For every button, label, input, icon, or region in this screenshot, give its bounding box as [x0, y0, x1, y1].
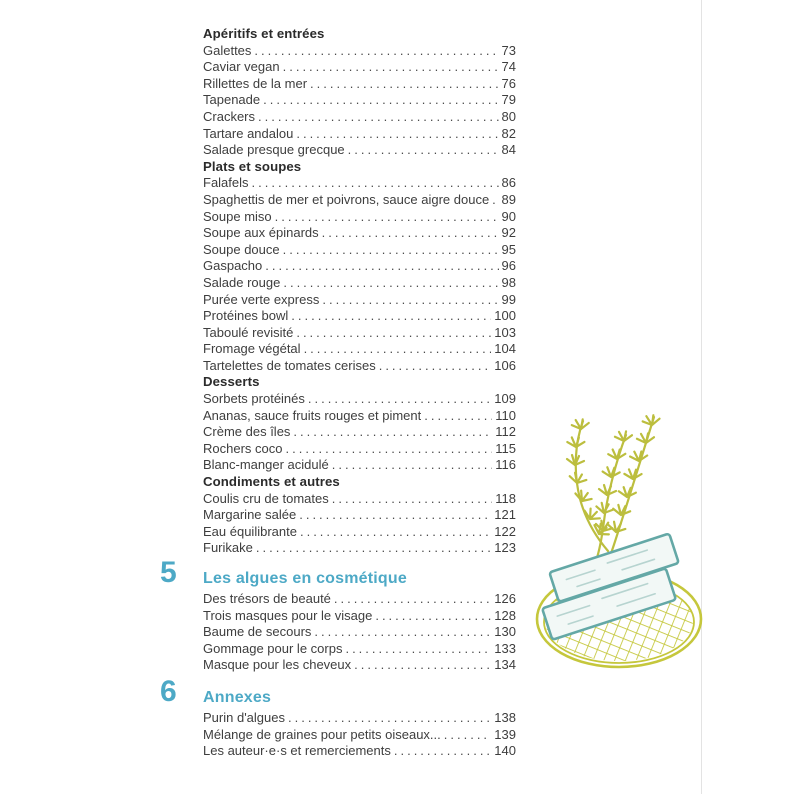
toc-entry-leader [288, 710, 491, 727]
toc-entry-label: Rochers coco [203, 440, 283, 456]
toc-entry-label: Mélange de graines pour petits oiseaux... [203, 726, 441, 742]
toc-entry-page: 95 [501, 241, 516, 257]
toc-entry-page: 128 [494, 607, 516, 623]
toc-entry-page: 99 [501, 291, 516, 307]
toc-entry-page: 76 [501, 75, 516, 91]
toc-entry [203, 209, 516, 226]
toc-entry [203, 76, 516, 93]
chapter-number: 6 [160, 674, 177, 708]
toc-entry [203, 457, 516, 474]
toc-entry-label: Galettes [203, 42, 252, 58]
toc-entry-leader [492, 192, 498, 209]
toc-entry [203, 109, 516, 126]
toc-entry-leader [394, 743, 491, 760]
toc-entry-leader [354, 657, 491, 674]
toc-entry [203, 292, 516, 309]
toc-entry [203, 275, 516, 292]
toc-entry [203, 524, 516, 541]
chapter-number: 5 [160, 556, 177, 589]
toc-entry-label: Crème des îles [203, 424, 291, 440]
toc-entry [203, 441, 516, 458]
toc-entry-label: Caviar vegan [203, 59, 280, 75]
toc-entry-leader [322, 225, 499, 242]
toc-entry-page: 86 [501, 175, 516, 191]
toc-entry-leader [345, 641, 491, 658]
toc-entry-leader [348, 142, 499, 159]
toc-entry-leader [308, 391, 491, 408]
toc-entry-page: 73 [501, 42, 516, 58]
toc-entry-label: Margarine salée [203, 507, 297, 523]
toc-entry-leader [283, 275, 498, 292]
toc-entry [203, 507, 516, 524]
toc-entry-leader [334, 591, 491, 608]
toc-entry-label: Salade presque grecque [203, 142, 345, 158]
toc-entry-leader [322, 292, 498, 309]
toc-entry-label: Blanc-manger acidulé [203, 457, 329, 473]
toc-entry-label: Tartare andalou [203, 125, 294, 141]
toc-entry-page: 80 [501, 108, 516, 124]
toc-entry-leader [332, 457, 493, 474]
toc-entry-page: 84 [501, 142, 516, 158]
toc-entry [203, 308, 516, 325]
toc-entry [203, 242, 516, 259]
toc-entry-page: 133 [494, 640, 516, 656]
toc-entry-label: Trois masques pour le visage [203, 607, 373, 623]
toc-entry-page: 109 [494, 391, 516, 407]
seaweed-illustration [520, 405, 705, 670]
toc-entry-page: 112 [495, 424, 516, 440]
toc-entry-page: 126 [494, 591, 516, 606]
toc-entry [203, 727, 516, 744]
toc-entry [203, 341, 516, 358]
toc-entry-page: 98 [501, 274, 516, 290]
toc-entry [203, 624, 516, 641]
toc-entry-label: Salade rouge [203, 274, 281, 290]
toc-entry-label: Rillettes de la mer [203, 75, 308, 91]
toc-entry-page: 121 [494, 507, 516, 523]
toc-group-heading: Condiments et autres [203, 474, 340, 490]
toc-entry [203, 424, 516, 441]
toc-group-heading: Desserts [203, 374, 260, 390]
toc-entry-page: 118 [495, 490, 516, 506]
toc-entry-leader [293, 424, 492, 441]
toc-entry-label: Taboulé revisité [203, 324, 294, 340]
toc-entry-label: Coulis cru de tomates [203, 490, 329, 506]
toc-entry-label: Ananas, sauce fruits rouges et piment [203, 407, 422, 423]
toc-entry-leader [256, 540, 491, 557]
toc-entry-label: Soupe douce [203, 241, 280, 257]
toc-entry-leader [252, 175, 499, 192]
toc-entry [203, 142, 516, 159]
toc-entry-leader [300, 524, 491, 541]
toc-entry [203, 743, 516, 760]
toc-group-heading: Apéritifs et entrées [203, 26, 325, 41]
toc-entry-page: 134 [494, 657, 516, 673]
toc-entry-leader [379, 358, 492, 375]
toc-entry-label: Furikake [203, 540, 253, 556]
toc-entry-page: 138 [494, 709, 516, 725]
toc-entry [203, 591, 516, 608]
toc-entry-page: 74 [501, 59, 516, 75]
toc-entry-label: Baume de secours [203, 624, 312, 640]
toc-entry-label: Gaspacho [203, 258, 263, 274]
toc-entry-leader [310, 76, 498, 93]
toc-entry-label: Purin d'algues [203, 709, 285, 725]
toc-chapter [160, 674, 516, 760]
toc-entry [203, 192, 516, 209]
toc-entry-leader [285, 441, 492, 458]
toc-entry [203, 92, 516, 109]
toc-entry [203, 657, 516, 674]
toc-entry-page: 89 [501, 191, 516, 207]
toc-entry [203, 391, 516, 408]
toc-entry-page: 82 [501, 125, 516, 141]
toc-entry-label: Masque pour les cheveux [203, 657, 352, 673]
toc-entry-leader [314, 624, 491, 641]
toc-entry [203, 175, 516, 192]
toc-entry [203, 710, 516, 727]
toc-entry-page: 103 [494, 324, 516, 340]
toc-entry-page: 139 [494, 726, 516, 742]
toc-entry-page: 140 [494, 743, 516, 759]
toc-entry-label: Purée verte express [203, 291, 320, 307]
toc-entry-label: Gommage pour le corps [203, 640, 343, 656]
toc-chapter-title: Annexes [203, 688, 272, 706]
toc-entry-page: 100 [494, 308, 516, 324]
toc-entry [203, 540, 516, 557]
toc-entry-label: Des trésors de beauté [203, 591, 331, 606]
table-of-contents [160, 26, 516, 760]
toc-entry-leader [254, 43, 498, 60]
toc-entry-page: 115 [495, 440, 516, 456]
toc-entry-label: Falafels [203, 175, 249, 191]
toc-chapter [160, 556, 516, 674]
toc-entry [203, 258, 516, 275]
toc-entry-label: Les auteur·e·s et remerciements [203, 743, 391, 759]
toc-entry-page: 122 [494, 523, 516, 539]
toc-entry-page: 130 [494, 624, 516, 640]
toc-entry-page: 92 [501, 225, 516, 241]
toc-entry [203, 358, 516, 375]
toc-entry-page: 96 [501, 258, 516, 274]
toc-entry-label: Fromage végétal [203, 341, 301, 357]
toc-entry-label: Crackers [203, 108, 256, 124]
toc-chapter-title: Les algues en cosmétique [203, 570, 407, 587]
toc-entry-page: 116 [495, 457, 516, 473]
toc-entry [203, 59, 516, 76]
toc-entry-leader [299, 507, 491, 524]
toc-entry-leader [283, 59, 499, 76]
toc-entry [203, 225, 516, 242]
page-edge-line [701, 0, 702, 794]
toc-entry-leader [275, 209, 499, 226]
toc-entry-leader [265, 258, 498, 275]
toc-entry-leader [296, 126, 498, 143]
toc-entry-leader [444, 727, 492, 744]
toc-entry-leader [296, 325, 491, 342]
toc-entry [203, 641, 516, 658]
toc-entry-leader [258, 109, 499, 126]
toc-entry-page: 104 [494, 341, 516, 357]
toc-group-heading: Plats et soupes [203, 158, 302, 174]
toc-entry-page: 79 [501, 92, 516, 108]
toc-entry-leader [424, 408, 492, 425]
toc-entry-label: Soupe aux épinards [203, 225, 319, 241]
toc-entry-label: Spaghettis de mer et poivrons, sauce aigre douce [203, 191, 490, 207]
toc-entry-label: Sorbets protéinés [203, 391, 305, 407]
toc-entry-leader [283, 242, 499, 259]
toc-entry-label: Protéines bowl [203, 308, 289, 324]
toc-entry-label: Soupe miso [203, 208, 272, 224]
toc-entry-label: Tapenade [203, 92, 261, 108]
toc-entry-page: 123 [494, 540, 516, 556]
toc-entry-page: 90 [501, 208, 516, 224]
toc-entry [203, 608, 516, 625]
toc-entry [203, 491, 516, 508]
toc-entry-page: 106 [494, 357, 516, 373]
toc-entry-leader [375, 608, 491, 625]
toc-entry [203, 126, 516, 143]
toc-entry-leader [332, 491, 493, 508]
toc-entry-leader [291, 308, 491, 325]
toc-entry [203, 408, 516, 425]
toc-entry-page: 110 [495, 407, 516, 423]
toc-entry-leader [263, 92, 498, 109]
toc-entry-label: Eau équilibrante [203, 523, 297, 539]
toc-entry [203, 325, 516, 342]
toc-entry-label: Tartelettes de tomates cerises [203, 357, 376, 373]
toc-entry-leader [304, 341, 492, 358]
toc-entry [203, 43, 516, 60]
